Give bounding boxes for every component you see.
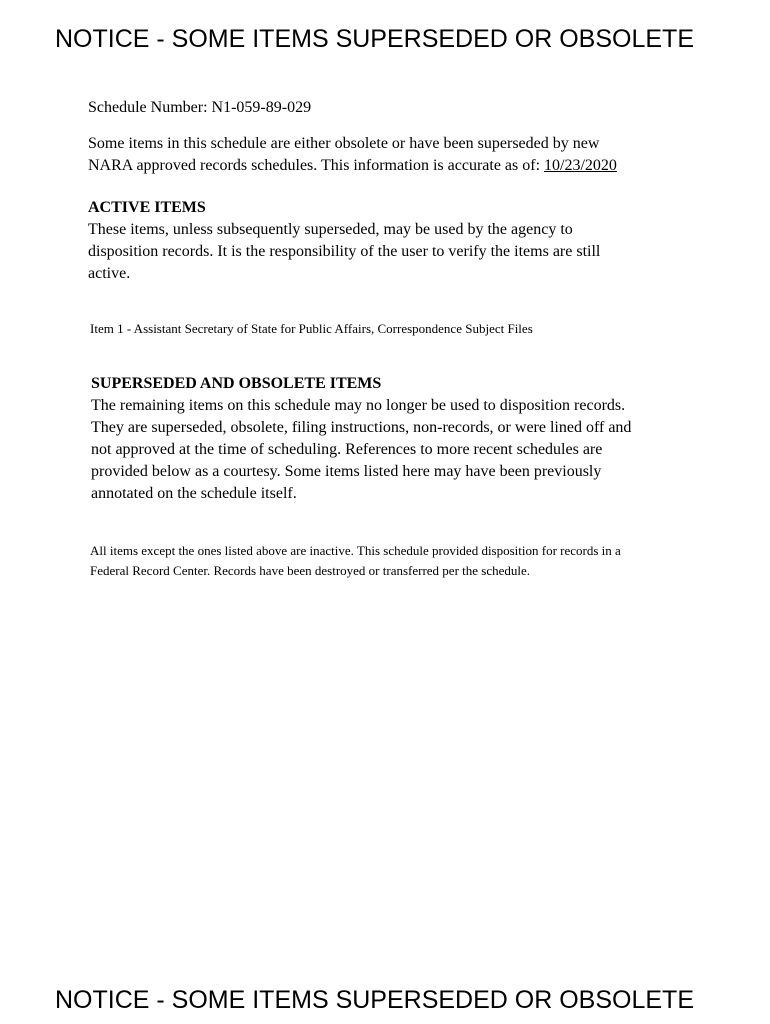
superseded-items-section	[91, 373, 731, 505]
notice-banner-bottom: NOTICE - SOME ITEMS SUPERSEDED OR OBSOLETE	[55, 986, 694, 1014]
status-paragraph	[88, 133, 728, 177]
active-items-heading: ACTIVE ITEMS	[88, 199, 206, 216]
active-items-line-2: disposition records. It is the responsibility of the user to verify the items are still	[88, 243, 601, 260]
superseded-line-1: The remaining items on this schedule may no longer be used to disposition records.	[91, 397, 626, 414]
footnote-line-2: Federal Record Center. Records have been destroyed or transferred per the schedule.	[90, 563, 531, 578]
superseded-line-3: not approved at the time of scheduling. References to more recent schedules are	[91, 441, 603, 458]
active-items-section	[88, 197, 728, 285]
schedule-number: Schedule Number: N1-059-89-029	[88, 99, 312, 116]
status-line-2-text: NARA approved records schedules. This information is accurate as of:	[88, 157, 545, 174]
active-items-line-3: active.	[88, 265, 131, 282]
superseded-line-2: They are superseded, obsolete, filing instructions, non-records, or were lined off and	[91, 419, 632, 436]
superseded-line-4: provided below as a courtesy. Some items listed here may have been previously	[91, 463, 602, 480]
notice-banner-top: NOTICE - SOME ITEMS SUPERSEDED OR OBSOLETE	[55, 25, 694, 53]
active-item-1: Item 1 - Assistant Secretary of State for Public Affairs, Correspondence Subject Files	[90, 321, 533, 336]
superseded-line-5: annotated on the schedule itself.	[91, 485, 297, 502]
accuracy-date: 10/23/2020	[544, 157, 617, 174]
footnote-line-1: All items except the ones listed above are inactive. This schedule provided disposition for records in a	[90, 543, 621, 558]
status-line-2	[88, 155, 728, 177]
status-line-1: Some items in this schedule are either obsolete or have been superseded by new	[88, 135, 600, 152]
active-items-line-1: These items, unless subsequently superseded, may be used by the agency to	[88, 221, 573, 238]
inactive-footnote	[90, 541, 730, 581]
superseded-items-heading: SUPERSEDED AND OBSOLETE ITEMS	[91, 375, 382, 392]
